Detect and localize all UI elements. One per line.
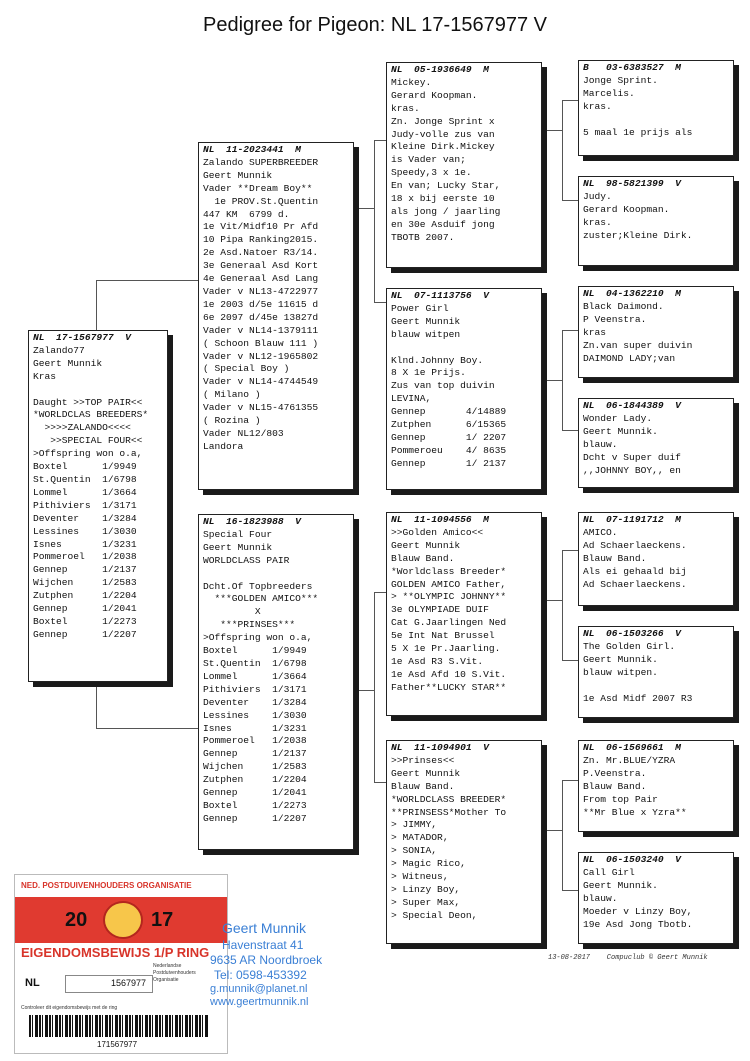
card-line xyxy=(33,384,163,397)
card-line: **PRINSESS*Mother To xyxy=(391,806,507,818)
card-line: kras. xyxy=(391,102,420,114)
card-line: Lessines 1/3030 xyxy=(203,709,307,721)
connector-line xyxy=(562,660,578,661)
connector-line xyxy=(562,200,578,201)
card-ring-number: NL 06-1503240 V xyxy=(583,854,681,865)
card-line: >Offspring won o.a, xyxy=(33,448,143,460)
card-great-grandparent xyxy=(578,740,734,832)
card-line: Gennep 4/14889 xyxy=(391,406,507,418)
connector-line xyxy=(562,330,578,331)
card-line: Gennep 1/2207 xyxy=(203,812,307,824)
card-line: Blauw Band. xyxy=(583,780,647,792)
card-line: 1e Vit/Midf10 Pr Afd xyxy=(203,221,319,233)
card-line: 8 X 1e Prijs. xyxy=(391,367,466,379)
card-line: Kleine Dirk.Mickey xyxy=(391,141,495,153)
card-line: St.Quentin 1/6798 xyxy=(33,473,137,485)
barcode-number: 171567977 xyxy=(97,1040,138,1049)
sticker-side-label: Postduivenhouders xyxy=(153,970,196,976)
card-line: Kras xyxy=(33,370,57,382)
card-line: Gerard Koopman. xyxy=(391,89,478,101)
card-line: ( Rozina ) xyxy=(203,415,261,427)
card-ring-number: NL 11-2023441 M xyxy=(203,144,301,155)
card-line: Zalando77 xyxy=(33,344,85,356)
card-ring-number: NL 07-1191712 M xyxy=(583,514,681,525)
card-line: >>Golden Amico<< xyxy=(391,526,484,538)
card-line: *Worldclass Breeder* xyxy=(391,565,507,577)
card-dam-sire xyxy=(386,512,542,716)
card-great-grandparent xyxy=(578,626,734,718)
card-ring-number: NL 06-1503266 V xyxy=(583,628,681,639)
owner-name: Geert Munnik xyxy=(222,920,307,936)
connector-line xyxy=(374,782,386,783)
card-line: ***PRINSES*** xyxy=(203,619,296,631)
card-line xyxy=(203,568,349,581)
card-line: Lommel 1/3664 xyxy=(33,486,137,498)
card-line: Geert Munnik xyxy=(391,315,461,327)
connector-line xyxy=(374,140,386,141)
card-line: Blauw Band. xyxy=(391,552,455,564)
card-line: Gennep 1/2137 xyxy=(203,748,307,760)
connector-line xyxy=(374,302,386,303)
card-line: Als ei gehaald bij xyxy=(583,565,687,577)
card-line: Father**LUCKY STAR** xyxy=(391,681,507,693)
card-line: Geert Munnik xyxy=(391,767,461,779)
connector-line xyxy=(562,330,563,430)
connector-line xyxy=(544,600,562,601)
card-line: 5e Int Nat Brussel xyxy=(391,630,495,642)
card-line: Vader v NL13-4722977 xyxy=(203,285,319,297)
card-line: Landora xyxy=(203,440,244,452)
sticker-title: EIGENDOMSBEWIJS 1/P RING xyxy=(21,945,210,960)
card-line: > JIMMY, xyxy=(391,819,438,831)
card-line: Zus van top duivin xyxy=(391,380,495,392)
card-great-grandparent xyxy=(578,512,734,606)
card-ring-number: B 03-6383527 M xyxy=(583,62,681,73)
card-line xyxy=(391,342,537,355)
card-line: Lessines 1/3030 xyxy=(33,525,137,537)
card-dam-dam xyxy=(386,740,542,944)
card-line: Zutphen 6/15365 xyxy=(391,419,507,431)
card-line: Speedy,3 x 1e. xyxy=(391,167,472,179)
card-line: >>Prinses<< xyxy=(391,754,455,766)
card-line: Boxtel 1/2273 xyxy=(203,799,307,811)
connector-line xyxy=(562,550,563,660)
card-line: 18 x bij eerste 10 xyxy=(391,193,495,205)
card-line: > Magic Rico, xyxy=(391,858,466,870)
card-great-grandparent xyxy=(578,286,734,378)
card-line: Gerard Koopman. xyxy=(583,203,670,215)
card-line: Gennep 1/2207 xyxy=(33,628,137,640)
card-line: blauw witpen. xyxy=(583,666,658,678)
card-line: *WORLDCLAS BREEDERS* xyxy=(33,409,149,421)
ownership-sticker xyxy=(14,874,228,1054)
card-ring-number: NL 98-5821399 V xyxy=(583,178,681,189)
lion-emblem-icon xyxy=(103,901,143,939)
owner-email[interactable]: g.munnik@planet.nl xyxy=(210,983,308,995)
card-great-grandparent xyxy=(578,398,734,488)
card-line: kras xyxy=(583,326,607,338)
card-line xyxy=(583,114,729,127)
card-line: Black Daimond. xyxy=(583,300,664,312)
card-line: Boxtel 1/9949 xyxy=(33,461,137,473)
card-line: >>SPECIAL FOUR<< xyxy=(33,435,143,447)
card-line: Daught >>TOP PAIR<< xyxy=(33,396,143,408)
card-line: Vader v NL12-1965802 xyxy=(203,350,319,362)
owner-street: Havenstraat 41 xyxy=(222,938,304,952)
card-ring-number: NL 06-1844389 V xyxy=(583,400,681,411)
card-line: ( Schoon Blauw 111 ) xyxy=(203,337,319,349)
card-line: 1e PROV.St.Quentin xyxy=(203,195,319,207)
card-line: Blauw Band. xyxy=(583,552,647,564)
card-line: 5 X 1e Pr.Jaarling. xyxy=(391,643,501,655)
connector-line xyxy=(354,690,374,691)
owner-website[interactable]: www.geertmunnik.nl xyxy=(210,996,309,1008)
card-line: Geert Munnik xyxy=(391,539,461,551)
card-line: Call Girl xyxy=(583,866,635,878)
card-ring-number: NL 11-1094901 V xyxy=(391,742,489,753)
connector-line xyxy=(562,550,578,551)
card-sire-dam xyxy=(386,288,542,490)
connector-line xyxy=(562,100,563,200)
card-line: Lommel 1/3664 xyxy=(203,670,307,682)
card-line: kras. xyxy=(583,216,612,228)
card-line: P.Veenstra. xyxy=(583,767,647,779)
card-line: P Veenstra. xyxy=(583,313,647,325)
card-line: en 30e Asduif jong xyxy=(391,218,495,230)
sticker-side-label: Nederlandse xyxy=(153,963,182,969)
card-line: Boxtel 1/2273 xyxy=(33,615,137,627)
card-line: Power Girl xyxy=(391,302,449,314)
card-line: Vader v NL14-1379111 xyxy=(203,324,319,336)
card-line: > Witneus, xyxy=(391,871,449,883)
card-line: Judy-volle zus van xyxy=(391,128,495,140)
card-line: blauw. xyxy=(583,438,618,450)
card-line: > MATADOR, xyxy=(391,832,449,844)
card-line: WORLDCLASS PAIR xyxy=(203,554,290,566)
card-line: Klnd.Johnny Boy. xyxy=(391,354,484,366)
card-line: Isnes 1/3231 xyxy=(203,722,307,734)
card-great-grandparent xyxy=(578,60,734,156)
card-line: kras. xyxy=(583,100,612,112)
card-line: Jonge Sprint. xyxy=(583,74,658,86)
connector-line xyxy=(562,890,578,891)
connector-line xyxy=(96,682,97,728)
card-line: X xyxy=(203,606,261,618)
card-line: Zutphen 1/2204 xyxy=(33,590,137,602)
card-line: 5 maal 1e prijs als xyxy=(583,126,693,138)
card-line: The Golden Girl. xyxy=(583,640,676,652)
card-line: is Vader van; xyxy=(391,154,466,166)
card-line: ,,JOHNNY BOY,, en xyxy=(583,464,681,476)
card-line: >>>>ZALANDO<<<< xyxy=(33,422,131,434)
card-line: ( Special Boy ) xyxy=(203,363,290,375)
card-line: Blauw Band. xyxy=(391,780,455,792)
card-line: 1e Asd Midf 2007 R3 xyxy=(583,692,693,704)
card-line: AMICO. xyxy=(583,526,618,538)
card-line: Vader v NL15-4761355 xyxy=(203,402,319,414)
card-ring-number: NL 17-1567977 V xyxy=(33,332,131,343)
card-line: Pithiviers 1/3171 xyxy=(203,683,307,695)
card-line: Pithiviers 1/3171 xyxy=(33,499,137,511)
connector-line xyxy=(374,592,375,782)
sticker-country: NL xyxy=(25,977,40,989)
card-line: Isnes 1/3231 xyxy=(33,538,137,550)
card-line: 447 KM 6799 d. xyxy=(203,208,290,220)
card-line: 1e Asd Afd 10 S.Vit. xyxy=(391,668,507,680)
footer-note: 13-08-2017 Compuclub © Geert Munnik xyxy=(548,954,708,962)
connector-line xyxy=(96,280,200,281)
owner-phone: Tel: 0598-453392 xyxy=(214,968,307,982)
card-line: Zalando SUPERBREEDER xyxy=(203,156,319,168)
card-great-grandparent xyxy=(578,176,734,266)
card-line: 4e Generaal Asd Lang xyxy=(203,273,319,285)
card-line: Gennep 1/ 2137 xyxy=(391,457,507,469)
card-line: Dcht.Of Topbreeders xyxy=(203,580,313,592)
card-line: 10 Pipa Ranking2015. xyxy=(203,234,319,246)
card-line: Deventer 1/3284 xyxy=(203,696,307,708)
card-line: als jong / jaarling xyxy=(391,205,501,217)
card-line: Geert Munnik. xyxy=(583,879,658,891)
card-ring-number: NL 11-1094556 M xyxy=(391,514,489,525)
card-line: *WORLDCLASS BREEDER* xyxy=(391,793,507,805)
card-ring-number: NL 04-1362210 M xyxy=(583,288,681,299)
card-line: 1e Asd R3 S.Vit. xyxy=(391,655,484,667)
page-title: Pedigree for Pigeon: NL 17-1567977 V xyxy=(203,14,547,36)
card-line: 2e Asd.Natoer R3/14. xyxy=(203,247,319,259)
card-line: Vader **Dream Boy** xyxy=(203,182,313,194)
card-line: Pommeroel 1/2038 xyxy=(33,551,137,563)
connector-line xyxy=(562,780,578,781)
card-line: Gennep 1/ 2207 xyxy=(391,431,507,443)
card-line: > Super Max, xyxy=(391,896,461,908)
card-line: ( Milano ) xyxy=(203,389,261,401)
card-great-grandparent xyxy=(578,852,734,944)
card-line: 6e 2097 d/45e 13827d xyxy=(203,311,319,323)
card-line: Dcht v Super duif xyxy=(583,451,681,463)
sticker-year-left: 20 xyxy=(65,909,88,931)
card-line: Geert Munnik. xyxy=(583,653,658,665)
card-line: Wonder Lady. xyxy=(583,412,653,424)
card-line: > Special Deon, xyxy=(391,909,478,921)
card-ring-number: NL 05-1936649 M xyxy=(391,64,489,75)
card-line: **Mr Blue x Yzra** xyxy=(583,806,687,818)
card-line: Wijchen 1/2583 xyxy=(203,761,307,773)
card-line: Gennep 1/2041 xyxy=(33,603,137,615)
card-ring-number: NL 06-1569661 M xyxy=(583,742,681,753)
connector-line xyxy=(96,728,200,729)
connector-line xyxy=(562,100,578,101)
sticker-control-note: Controleer dit eigendomsbewijs met de ring xyxy=(21,1005,118,1011)
card-line: 1e 2003 d/5e 11615 d xyxy=(203,298,319,310)
card-sire-sire xyxy=(386,62,542,268)
connector-line xyxy=(96,280,97,330)
card-line: Zn.van super duivin xyxy=(583,339,693,351)
card-line: >Offspring won o.a, xyxy=(203,632,313,644)
card-line: Vader v NL14-4744549 xyxy=(203,376,319,388)
owner-city: 9635 AR Noordbroek xyxy=(210,953,323,967)
card-line: Geert Munnik. xyxy=(583,425,658,437)
card-line: GOLDEN AMICO Father, xyxy=(391,578,507,590)
card-line: En van; Lucky Star, xyxy=(391,180,501,192)
card-line xyxy=(583,680,729,693)
connector-line xyxy=(544,830,562,831)
card-line: Cat G.Jaarlingen Ned xyxy=(391,617,507,629)
card-line: 3e OLYMPIADE DUIF xyxy=(391,604,489,616)
card-line: St.Quentin 1/6798 xyxy=(203,657,307,669)
connector-line xyxy=(354,208,374,209)
card-line: Geert Munnik xyxy=(203,541,273,553)
card-line: DAIMOND LADY;van xyxy=(583,352,676,364)
card-sire xyxy=(198,142,354,490)
card-line: 3e Generaal Asd Kort xyxy=(203,260,319,272)
sticker-banner xyxy=(15,897,227,943)
sticker-ring-number: 1567977 xyxy=(111,978,147,988)
card-line: Pommeroeu 4/ 8635 xyxy=(391,444,507,456)
sticker-year-right: 17 xyxy=(151,909,174,931)
card-dam xyxy=(198,514,354,850)
connector-line xyxy=(562,430,578,431)
card-line: zuster;Kleine Dirk. xyxy=(583,229,693,241)
card-line: Moeder v Linzy Boy, xyxy=(583,905,693,917)
card-line: Mickey. xyxy=(391,76,432,88)
card-line: Geert Munnik xyxy=(33,357,103,369)
card-line: From top Pair xyxy=(583,793,658,805)
card-line: Special Four xyxy=(203,528,273,540)
card-line: > **OLYMPIC JOHNNY** xyxy=(391,591,507,603)
card-line: TBOTB 2007. xyxy=(391,231,455,243)
card-line: Gennep 1/2137 xyxy=(33,564,137,576)
connector-line xyxy=(544,380,562,381)
card-line: Pommeroel 1/2038 xyxy=(203,735,307,747)
card-line: Marcelis. xyxy=(583,87,635,99)
card-line: > SONIA, xyxy=(391,845,438,857)
barcode xyxy=(29,1015,209,1037)
connector-line xyxy=(374,140,375,302)
card-line: Zn. Mr.BLUE/YZRA xyxy=(583,754,676,766)
card-line: Ad Schaerlaeckens. xyxy=(583,578,687,590)
card-line: Ad Schaerlaeckens. xyxy=(583,539,687,551)
card-line: Geert Munnik xyxy=(203,169,273,181)
card-line: 19e Asd Jong Tbotb. xyxy=(583,918,693,930)
card-line: blauw. xyxy=(583,892,618,904)
card-line: LEVINA, xyxy=(391,393,432,405)
card-line: > Linzy Boy, xyxy=(391,883,461,895)
card-line: Zutphen 1/2204 xyxy=(203,774,307,786)
card-ring-number: NL 07-1113756 V xyxy=(391,290,489,301)
card-line: Zn. Jonge Sprint x xyxy=(391,115,495,127)
card-line: Deventer 1/3284 xyxy=(33,512,137,524)
connector-line xyxy=(562,780,563,890)
card-line: Gennep 1/2041 xyxy=(203,787,307,799)
card-line: Judy. xyxy=(583,190,612,202)
owner-block xyxy=(208,920,408,1008)
sticker-side-label: Organisatie xyxy=(153,977,179,983)
card-ring-number: NL 16-1823988 V xyxy=(203,516,301,527)
connector-line xyxy=(374,592,386,593)
card-line: ***GOLDEN AMICO*** xyxy=(203,593,319,605)
card-line: Wijchen 1/2583 xyxy=(33,577,137,589)
connector-line xyxy=(544,130,562,131)
card-line: Vader NL12/803 xyxy=(203,427,284,439)
card-line: Boxtel 1/9949 xyxy=(203,645,307,657)
card-subject xyxy=(28,330,168,682)
sticker-org: NED. POSTDUIVENHOUDERS ORGANISATIE xyxy=(21,881,192,890)
card-line: blauw witpen xyxy=(391,328,461,340)
